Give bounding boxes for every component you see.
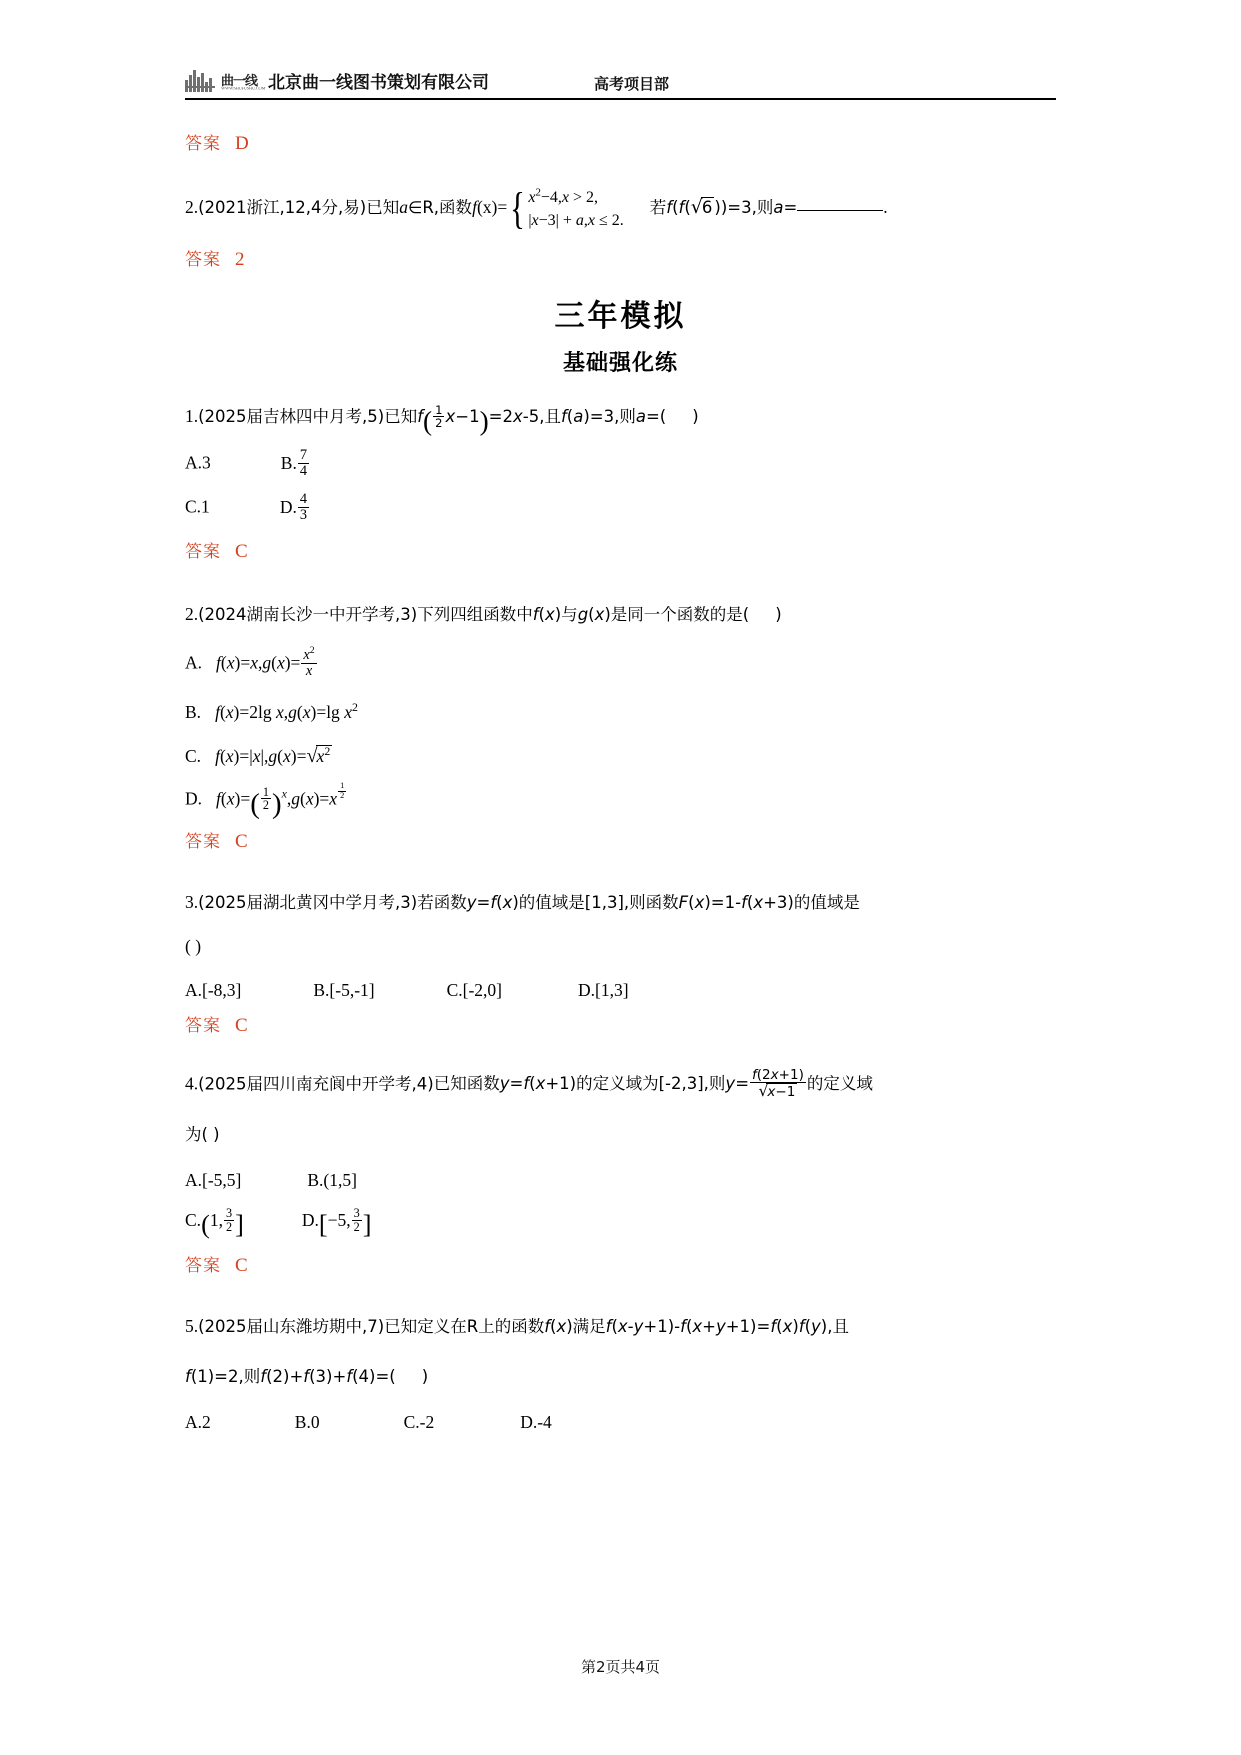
option-d[interactable]: D.-4: [520, 1412, 552, 1432]
option-a[interactable]: A.3: [185, 452, 211, 473]
option-b[interactable]: B.[-5,-1]: [313, 980, 375, 1000]
logo-brand-url: WWW.SHUFUSHU.COM: [221, 87, 266, 92]
answer-value: C: [235, 831, 248, 852]
question-source: (2025届四川南充阆中开学考,4): [198, 1074, 434, 1094]
question-4-stem-line-2: [185, 1120, 1056, 1149]
answer-line: [185, 542, 1056, 563]
question-source: (2025届山东潍坊期中,7): [198, 1317, 385, 1336]
question-number: 3.: [185, 892, 199, 912]
option-a[interactable]: A.2: [185, 1412, 211, 1432]
question-stem: 若函数y=f(x)的值域是[1,3],则函数F(x)=1-f(x+3)的值域是: [417, 893, 860, 912]
question-number: 4.: [185, 1073, 199, 1094]
section-subtitle: 基础强化练: [562, 351, 678, 376]
option-d[interactable]: D.[1,3]: [578, 980, 629, 1000]
question-4-stem2-text: 为( ): [185, 1125, 220, 1144]
answer-value: C: [235, 1255, 248, 1276]
question-stem: 下列四组函数中f(x)与g(x)是同一个函数的是( ): [417, 605, 782, 624]
question-stem-c: (x)=: [476, 197, 508, 218]
question-1: [185, 402, 1056, 437]
question-stem: 已知定义在R上的函数f(x)满足f(x-y+1)-f(x+y+1)=f(x)f(y),且: [384, 1317, 849, 1336]
answer-line: [185, 134, 1056, 155]
department-name: 高考项目部: [594, 75, 670, 93]
logo-brand-cn: 曲一线: [221, 73, 258, 88]
piecewise-rows: [528, 186, 623, 232]
piecewise-row-2: |x−3| + a,x ≤ 2.: [528, 212, 624, 230]
option-d[interactable]: D.[−5, $\frac{3}{2}$ ]: [301, 1206, 372, 1239]
question-source: (2025届吉林四中月考,5): [198, 407, 385, 426]
question-stem-b: ∈R,函数: [407, 198, 473, 218]
publisher-logo-text: [221, 74, 265, 92]
option-b[interactable]: B. $\frac{7}{4}$: [280, 447, 307, 480]
answer-value: D: [235, 133, 249, 154]
question-5: [185, 1312, 1056, 1341]
question-stem: 已知函数y=f(x+1)的定义域为[-2,3],则y= $\frac{f(2x+1)}{√x-1}$ 的定义域: [433, 1067, 873, 1101]
answer-value: 2: [235, 249, 245, 270]
answer-line: [185, 250, 1056, 271]
question-number: 5.: [185, 1316, 199, 1336]
answer-label: 答案: [185, 1016, 221, 1036]
question-5-stem2-text: f(1)=2,则f(2)+f(3)+f(4)=( ): [185, 1367, 429, 1386]
question-4-options-row-2: [185, 1206, 1056, 1239]
left-brace-glyph: {: [510, 184, 526, 234]
question-3: [185, 888, 1056, 917]
option-a[interactable]: A.[-5,5]: [185, 1170, 242, 1190]
publisher-company-name: 北京曲一线图书策划有限公司: [268, 73, 489, 93]
answer-label: 答案: [185, 134, 221, 154]
section-title: 三年模拟: [554, 299, 687, 334]
question-number: 2.: [185, 197, 199, 218]
question-number: 1.: [185, 406, 199, 426]
question-1-options-row-1: [185, 448, 1056, 479]
question-3-stem-line-2: ( ): [185, 936, 202, 956]
answer-value: C: [235, 1015, 248, 1036]
option-d[interactable]: D. $\frac{4}{3}$: [279, 491, 307, 524]
piecewise-row-1: $x^2-4,x > 2$,: [528, 186, 599, 206]
page-footer: 第2页共4页: [580, 1658, 661, 1676]
question-4-options-row-1: [185, 1166, 1056, 1194]
answer-line: [185, 832, 1056, 853]
answer-label: 答案: [185, 542, 221, 562]
question-1-options-row-2: [185, 492, 1056, 523]
answer-label: 答案: [185, 250, 221, 270]
question-2-option-a[interactable]: A. f(x)=x,g(x)= $\frac{x^2}{x}$: [185, 645, 315, 680]
question-2: [185, 600, 1056, 629]
question-stem-a: 已知: [366, 198, 400, 218]
option-c[interactable]: C.[-2,0]: [446, 980, 503, 1000]
answer-label: 答案: [185, 832, 221, 852]
question-4: [185, 1068, 1056, 1100]
answer-blank[interactable]: [797, 209, 883, 211]
page-header: [185, 52, 1056, 100]
function-f: f: [472, 197, 477, 218]
question-stem: 已知f( $\frac{1}{2}$ x−1)=2x-5,且f(a)=3,则a=( ): [384, 402, 699, 437]
option-c[interactable]: C.-2: [403, 1412, 435, 1432]
question-number: 2.: [185, 604, 199, 624]
option-c[interactable]: C.1: [185, 496, 210, 517]
option-b[interactable]: B.0: [294, 1412, 320, 1432]
question-source: (2025届湖北黄冈中学月考,3): [198, 893, 418, 912]
option-a[interactable]: A.[-8,3]: [185, 980, 242, 1000]
variable-a: a: [399, 197, 408, 218]
question-2-option-b[interactable]: B. f(x)=2lg x,g(x)=lg $x^2$: [185, 700, 358, 722]
answer-label: 答案: [185, 1256, 221, 1276]
option-b[interactable]: B.(1,5]: [307, 1170, 357, 1190]
question-2-option-c[interactable]: C. $f(x)=|x|,g(x)=√x^2$: [185, 744, 331, 767]
option-c[interactable]: C.(1, $\frac{3}{2}$ ]: [185, 1206, 244, 1239]
question-source: (2021浙江,12,4分,易): [198, 198, 367, 218]
question-3-options: [185, 976, 1056, 1004]
question-5-options: [185, 1408, 1056, 1436]
answer-line: [185, 1016, 1056, 1037]
question-source: (2024湖南长沙一中开学考,3): [198, 605, 418, 624]
piecewise-function: [507, 186, 624, 232]
answer-line: [185, 1256, 1056, 1277]
answer-value: C: [235, 541, 248, 562]
question-stem-d: 若f(f(√6 ))=3,则a=: [649, 196, 798, 219]
publisher-logo-icon: [185, 66, 219, 92]
question-2-option-d[interactable]: D. f(x)=( $\frac{1}{2}$ )$^x$,g(x)=x $^{\frac{1}{2}}$: [185, 781, 345, 821]
period: .: [883, 197, 888, 218]
exam-question-2: [185, 186, 1056, 232]
question-5-stem-line-2: [185, 1362, 1056, 1391]
